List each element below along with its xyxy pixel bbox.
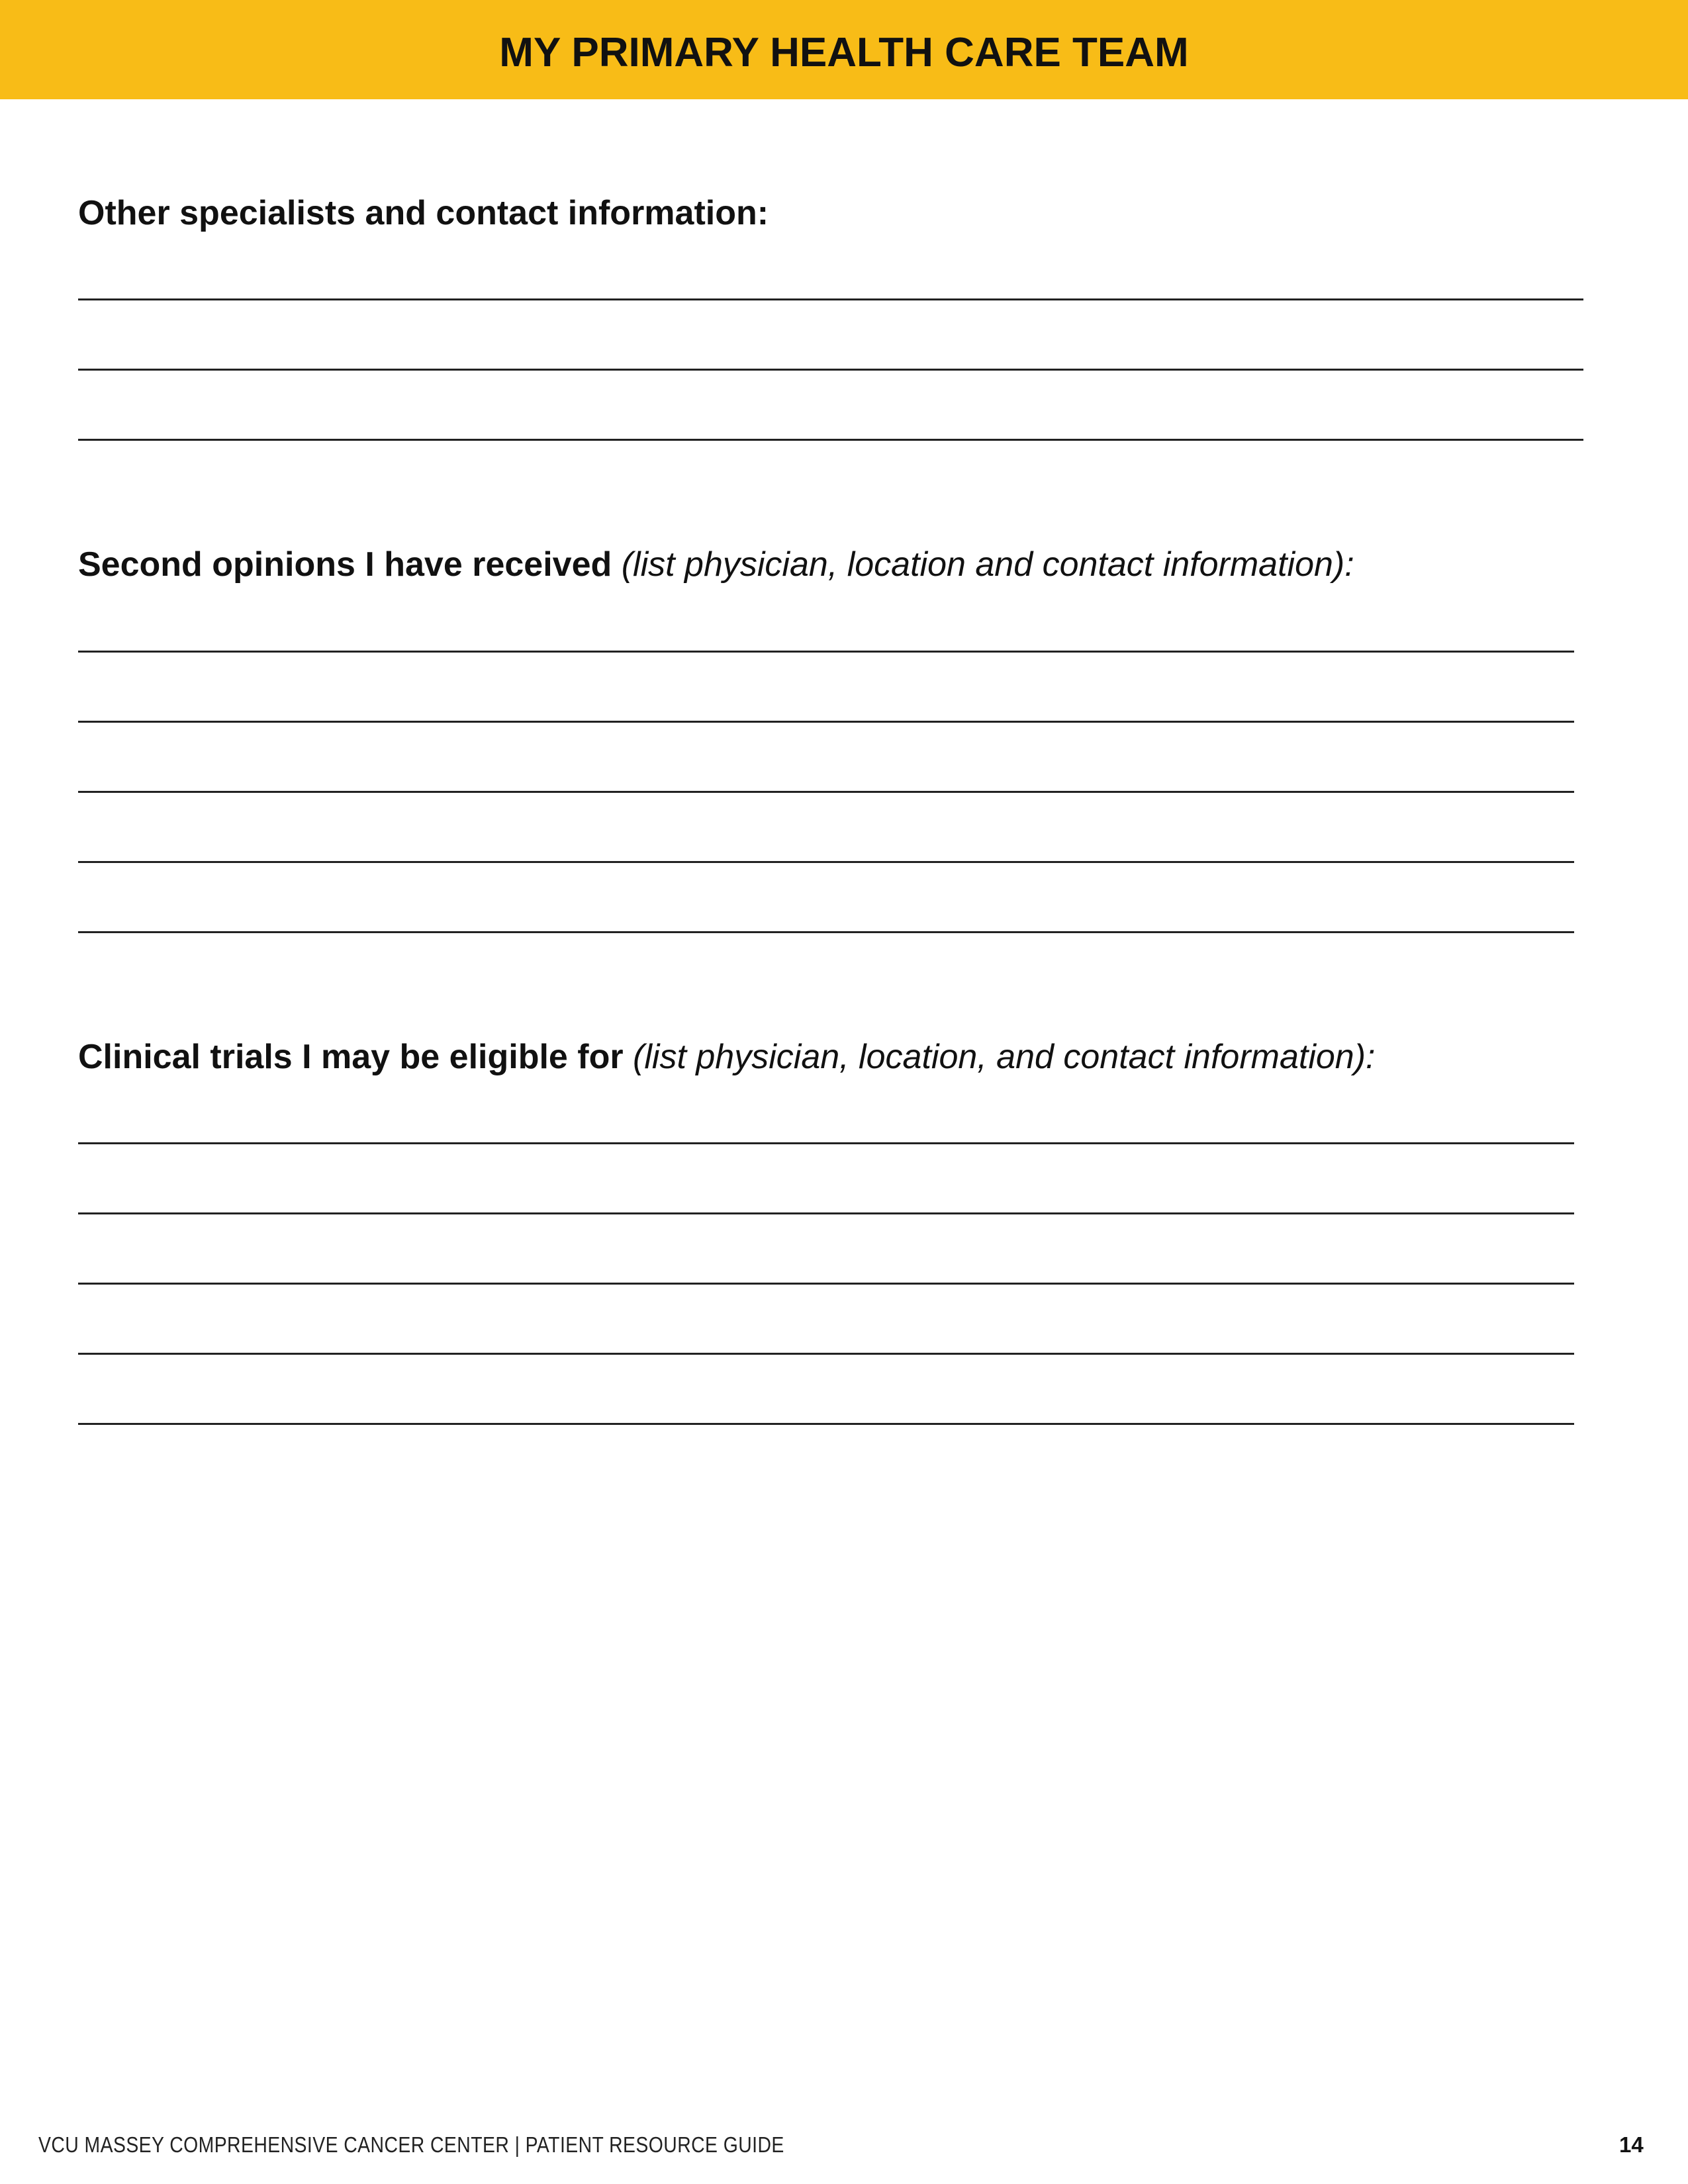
section-heading-other-specialists [78, 193, 769, 233]
section-heading-bold: Clinical trials I may be eligible for [78, 1038, 624, 1076]
write-in-line[interactable] [78, 298, 1583, 300]
page-title: MY PRIMARY HEALTH CARE TEAM [499, 30, 1189, 75]
footer-text: VCU MASSEY COMPREHENSIVE CANCER CENTER | PATIENT RESOURCE GUIDE [38, 2132, 784, 2157]
write-in-line[interactable] [78, 861, 1574, 863]
write-in-line[interactable] [78, 931, 1574, 933]
write-in-line[interactable] [78, 369, 1583, 371]
section-heading-clinical-trials [78, 1037, 1375, 1077]
write-in-line[interactable] [78, 1283, 1574, 1285]
write-in-line[interactable] [78, 791, 1574, 793]
section-heading-italic: (list physician, location, and contact information): [623, 1038, 1376, 1076]
section-heading-bold: Other specialists and contact information: [78, 194, 769, 232]
write-in-line[interactable] [78, 651, 1574, 653]
write-in-line[interactable] [78, 1212, 1574, 1214]
write-in-line[interactable] [78, 439, 1583, 441]
write-in-line[interactable] [78, 1142, 1574, 1144]
write-in-line[interactable] [78, 1423, 1574, 1425]
section-heading-bold: Second opinions I have received [78, 545, 612, 584]
section-heading-second-opinions [78, 545, 1354, 584]
write-in-line[interactable] [78, 721, 1574, 723]
page-number: 14 [1619, 2132, 1644, 2157]
write-in-line[interactable] [78, 1353, 1574, 1355]
section-heading-italic: (list physician, location and contact information): [612, 545, 1354, 584]
